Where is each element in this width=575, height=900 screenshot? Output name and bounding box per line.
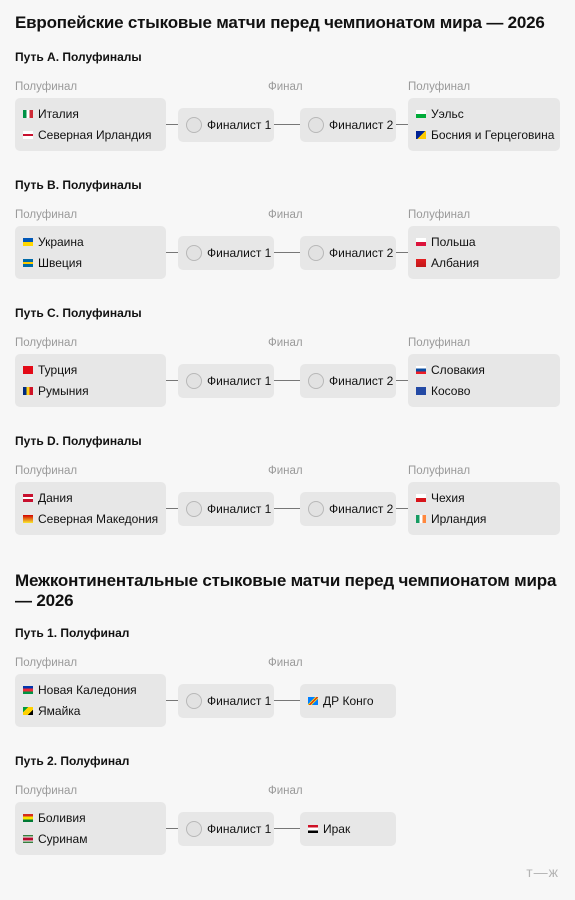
finalist-label: Финалист 2 xyxy=(329,246,394,260)
team-row xyxy=(23,811,86,825)
team-row xyxy=(416,256,479,270)
team-name: Польша xyxy=(431,235,476,249)
path-title: Путь C. Полуфиналы xyxy=(15,306,142,320)
team-name: Ирак xyxy=(323,822,351,836)
semifinal-left-box xyxy=(15,98,166,151)
team-name: Украина xyxy=(38,235,84,249)
finalist-2-box xyxy=(300,236,396,270)
finalist-1-box xyxy=(178,108,274,142)
flag-czechia-icon xyxy=(416,494,426,502)
finalist-label: Финалист 2 xyxy=(329,374,394,388)
connector-line xyxy=(274,380,300,381)
finalist-2-box xyxy=(300,492,396,526)
flag-denmark-icon xyxy=(23,494,33,502)
label-final: Финал xyxy=(268,209,303,221)
placeholder-circle-icon xyxy=(186,245,202,261)
final-team-box xyxy=(300,684,396,718)
flag-albania-icon xyxy=(416,259,426,267)
connector-line xyxy=(274,124,300,125)
team-row xyxy=(416,363,485,377)
flag-turkey-icon xyxy=(23,366,33,374)
connector-line xyxy=(166,700,178,701)
semifinal-right-box xyxy=(408,354,560,407)
final-team-box xyxy=(300,812,396,846)
connector-line xyxy=(396,380,408,381)
label-final: Финал xyxy=(268,81,303,93)
connector-line xyxy=(166,124,178,125)
team-name: Босния и Герцеговина xyxy=(431,128,555,142)
team-row xyxy=(23,704,80,718)
team-name: Албания xyxy=(431,256,480,270)
team-name: Боливия xyxy=(38,811,86,825)
flag-jamaica-icon xyxy=(23,707,33,715)
team-row xyxy=(23,491,73,505)
finalist-1-box xyxy=(178,364,274,398)
finalist-1-box xyxy=(178,812,274,846)
label-semifinal: Полуфинал xyxy=(15,465,78,477)
connector-line xyxy=(274,508,300,509)
finalist-1-box xyxy=(178,492,274,526)
finalist-label: Финалист 1 xyxy=(207,822,272,836)
flag-italy-icon xyxy=(23,110,33,118)
team-row xyxy=(23,512,158,526)
team-name: Уэльс xyxy=(431,107,464,121)
semifinal-box xyxy=(15,802,166,855)
path-title: Путь A. Полуфиналы xyxy=(15,50,142,64)
intercontinental-title: Межконтинентальные стыковые матчи перед чемпионатом мира — 2026 xyxy=(15,571,557,610)
team-name: Ямайка xyxy=(38,704,81,718)
placeholder-circle-icon xyxy=(186,693,202,709)
semifinal-box xyxy=(15,674,166,727)
finalist-1-box xyxy=(178,236,274,270)
label-final: Финал xyxy=(268,657,303,669)
label-final: Финал xyxy=(268,465,303,477)
team-name: Северная Ирландия xyxy=(38,128,152,142)
team-row xyxy=(416,235,476,249)
team-row xyxy=(23,235,84,249)
placeholder-circle-icon xyxy=(186,821,202,837)
team-row xyxy=(23,256,82,270)
flag-iraq-icon xyxy=(308,825,318,833)
flag-ireland-icon xyxy=(416,515,426,523)
team-name: Турция xyxy=(38,363,78,377)
connector-line xyxy=(274,828,300,829)
team-row xyxy=(416,512,486,526)
finalist-2-box xyxy=(300,108,396,142)
finalist-label: Финалист 1 xyxy=(207,374,272,388)
team-name: Румыния xyxy=(38,384,89,398)
team-name: Словакия xyxy=(431,363,485,377)
path-title: Путь 1. Полуфинал xyxy=(15,626,130,640)
team-name: ДР Конго xyxy=(323,694,374,708)
label-semifinal: Полуфинал xyxy=(15,337,78,349)
label-semifinal: Полуфинал xyxy=(15,81,78,93)
label-semifinal: Полуфинал xyxy=(15,785,78,797)
brand-logo: т—ж xyxy=(526,864,559,880)
finalist-label: Финалист 1 xyxy=(207,118,272,132)
semifinal-right-box xyxy=(408,482,560,535)
placeholder-circle-icon xyxy=(308,117,324,133)
team-name: Италия xyxy=(38,107,79,121)
placeholder-circle-icon xyxy=(308,373,324,389)
team-row xyxy=(416,491,465,505)
path-title: Путь B. Полуфиналы xyxy=(15,178,142,192)
flag-bolivia-icon xyxy=(23,814,33,822)
connector-line xyxy=(166,508,178,509)
flag-dr-congo-icon xyxy=(308,697,318,705)
finalist-label: Финалист 1 xyxy=(207,502,272,516)
connector-line xyxy=(396,124,408,125)
finalist-label: Финалист 2 xyxy=(329,118,394,132)
team-name: Северная Македония xyxy=(38,512,159,526)
team-row xyxy=(23,683,137,697)
label-semifinal: Полуфинал xyxy=(15,209,78,221)
european-title: Европейские стыковые матчи перед чемпионатом мира — 2026 xyxy=(15,13,545,32)
connector-line xyxy=(274,252,300,253)
team-name: Швеция xyxy=(38,256,82,270)
connector-line xyxy=(166,252,178,253)
team-row xyxy=(23,363,77,377)
finalist-label: Финалист 1 xyxy=(207,694,272,708)
flag-suriname-icon xyxy=(23,835,33,843)
label-semifinal: Полуфинал xyxy=(408,337,471,349)
label-final: Финал xyxy=(268,337,303,349)
placeholder-circle-icon xyxy=(308,501,324,517)
placeholder-circle-icon xyxy=(186,373,202,389)
flag-slovakia-icon xyxy=(416,366,426,374)
team-row xyxy=(416,128,554,142)
team-row xyxy=(23,384,89,398)
semifinal-left-box xyxy=(15,482,166,535)
flag-new-caledonia-icon xyxy=(23,686,33,694)
team-name: Новая Каледония xyxy=(38,683,137,697)
team-row xyxy=(23,128,151,142)
label-semifinal: Полуфинал xyxy=(408,465,471,477)
path-title: Путь D. Полуфиналы xyxy=(15,434,142,448)
finalist-label: Финалист 2 xyxy=(329,502,394,516)
label-final: Финал xyxy=(268,785,303,797)
connector-line xyxy=(166,828,178,829)
label-semifinal: Полуфинал xyxy=(408,81,471,93)
connector-line xyxy=(396,252,408,253)
label-semifinal: Полуфинал xyxy=(408,209,471,221)
team-name: Суринам xyxy=(38,832,88,846)
label-semifinal: Полуфинал xyxy=(15,657,78,669)
connector-line xyxy=(166,380,178,381)
placeholder-circle-icon xyxy=(186,501,202,517)
finalist-1-box xyxy=(178,684,274,718)
team-name: Дания xyxy=(38,491,73,505)
team-row xyxy=(416,107,464,121)
team-name: Косово xyxy=(431,384,471,398)
path-title: Путь 2. Полуфинал xyxy=(15,754,130,768)
flag-romania-icon xyxy=(23,387,33,395)
flag-bosnia-icon xyxy=(416,131,426,139)
flag-north-macedonia-icon xyxy=(23,515,33,523)
flag-poland-icon xyxy=(416,238,426,246)
team-name: Чехия xyxy=(431,491,465,505)
team-row xyxy=(23,832,87,846)
team-row xyxy=(416,384,470,398)
flag-wales-icon xyxy=(416,110,426,118)
finalist-label: Финалист 1 xyxy=(207,246,272,260)
team-name: Ирландия xyxy=(431,512,487,526)
flag-kosovo-icon xyxy=(416,387,426,395)
flag-ukraine-icon xyxy=(23,238,33,246)
semifinal-right-box xyxy=(408,226,560,279)
placeholder-circle-icon xyxy=(186,117,202,133)
team-row xyxy=(23,107,79,121)
semifinal-left-box xyxy=(15,226,166,279)
finalist-2-box xyxy=(300,364,396,398)
connector-line xyxy=(396,508,408,509)
connector-line xyxy=(274,700,300,701)
semifinal-left-box xyxy=(15,354,166,407)
placeholder-circle-icon xyxy=(308,245,324,261)
flag-sweden-icon xyxy=(23,259,33,267)
flag-northern-ireland-icon xyxy=(23,131,33,139)
semifinal-right-box xyxy=(408,98,560,151)
